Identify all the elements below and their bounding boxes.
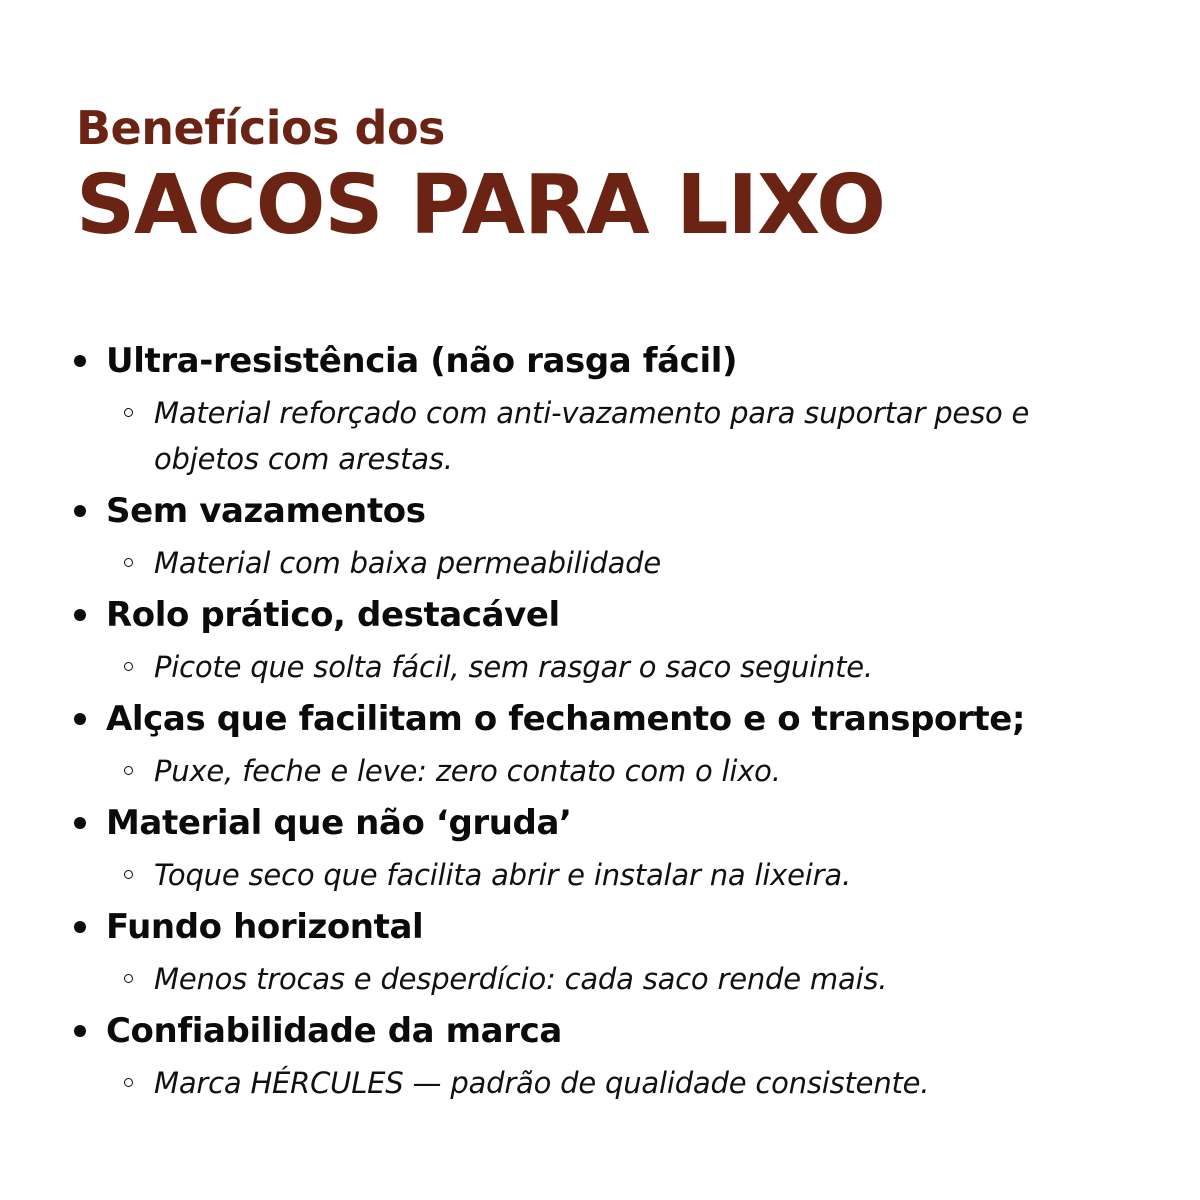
benefit-title: Rolo prático, destacável bbox=[106, 595, 560, 635]
heading-block bbox=[76, 96, 885, 254]
benefit-detail bbox=[124, 852, 1174, 898]
benefit-detail-text: Puxe, feche e leve: zero contato com o lixo. bbox=[154, 754, 781, 788]
benefit-item bbox=[74, 482, 1174, 586]
benefit-item bbox=[74, 586, 1174, 690]
benefit-detail-text: Picote que solta fácil, sem rasgar o saco seguinte. bbox=[154, 650, 873, 684]
benefits-list bbox=[74, 332, 1174, 1106]
bullet-dot-icon bbox=[74, 921, 86, 933]
bullet-dot-icon bbox=[74, 817, 86, 829]
bullet-dot-icon bbox=[74, 713, 86, 725]
bullet-dot-icon bbox=[74, 609, 86, 621]
benefit-title: Material que não ‘gruda’ bbox=[106, 803, 572, 843]
benefit-detail bbox=[124, 748, 1174, 794]
benefit-item bbox=[74, 332, 1174, 482]
benefit-detail-text: Menos trocas e desperdício: cada saco rende mais. bbox=[154, 962, 888, 996]
benefit-detail bbox=[124, 956, 1174, 1002]
bullet-dot-icon bbox=[74, 355, 86, 367]
benefit-detail-text: Marca HÉRCULES — padrão de qualidade consistente. bbox=[154, 1066, 930, 1100]
hollow-circle-icon bbox=[124, 662, 133, 671]
benefit-item bbox=[74, 794, 1174, 898]
benefit-detail bbox=[124, 390, 1174, 482]
benefit-title: Alças que facilitam o fechamento e o transporte; bbox=[106, 699, 1026, 739]
benefit-detail bbox=[124, 1060, 1174, 1106]
benefit-detail-text: Material reforçado com anti-vazamento para suportar peso e objetos com arestas. bbox=[154, 396, 1030, 476]
hollow-circle-icon bbox=[124, 408, 133, 417]
benefit-item bbox=[74, 1002, 1174, 1106]
benefit-title: Fundo horizontal bbox=[106, 907, 424, 947]
benefit-title: Ultra-resistência (não rasga fácil) bbox=[106, 341, 738, 381]
benefit-title: Sem vazamentos bbox=[106, 491, 426, 531]
benefit-detail-text: Toque seco que facilita abrir e instalar na lixeira. bbox=[154, 858, 851, 892]
benefit-detail bbox=[124, 644, 1174, 690]
bullet-dot-icon bbox=[74, 1025, 86, 1037]
benefit-title: Confiabilidade da marca bbox=[106, 1011, 562, 1051]
hollow-circle-icon bbox=[124, 1078, 133, 1087]
heading-title: SACOS PARA LIXO bbox=[76, 158, 885, 253]
hollow-circle-icon bbox=[124, 974, 133, 983]
hollow-circle-icon bbox=[124, 558, 133, 567]
hollow-circle-icon bbox=[124, 766, 133, 775]
heading-subtitle: Benefícios dos bbox=[76, 101, 445, 155]
bullet-dot-icon bbox=[74, 505, 86, 517]
benefit-detail bbox=[124, 540, 1174, 586]
benefit-item bbox=[74, 690, 1174, 794]
benefit-detail-text: Material com baixa permeabilidade bbox=[154, 546, 662, 580]
hollow-circle-icon bbox=[124, 870, 133, 879]
benefit-item bbox=[74, 898, 1174, 1002]
